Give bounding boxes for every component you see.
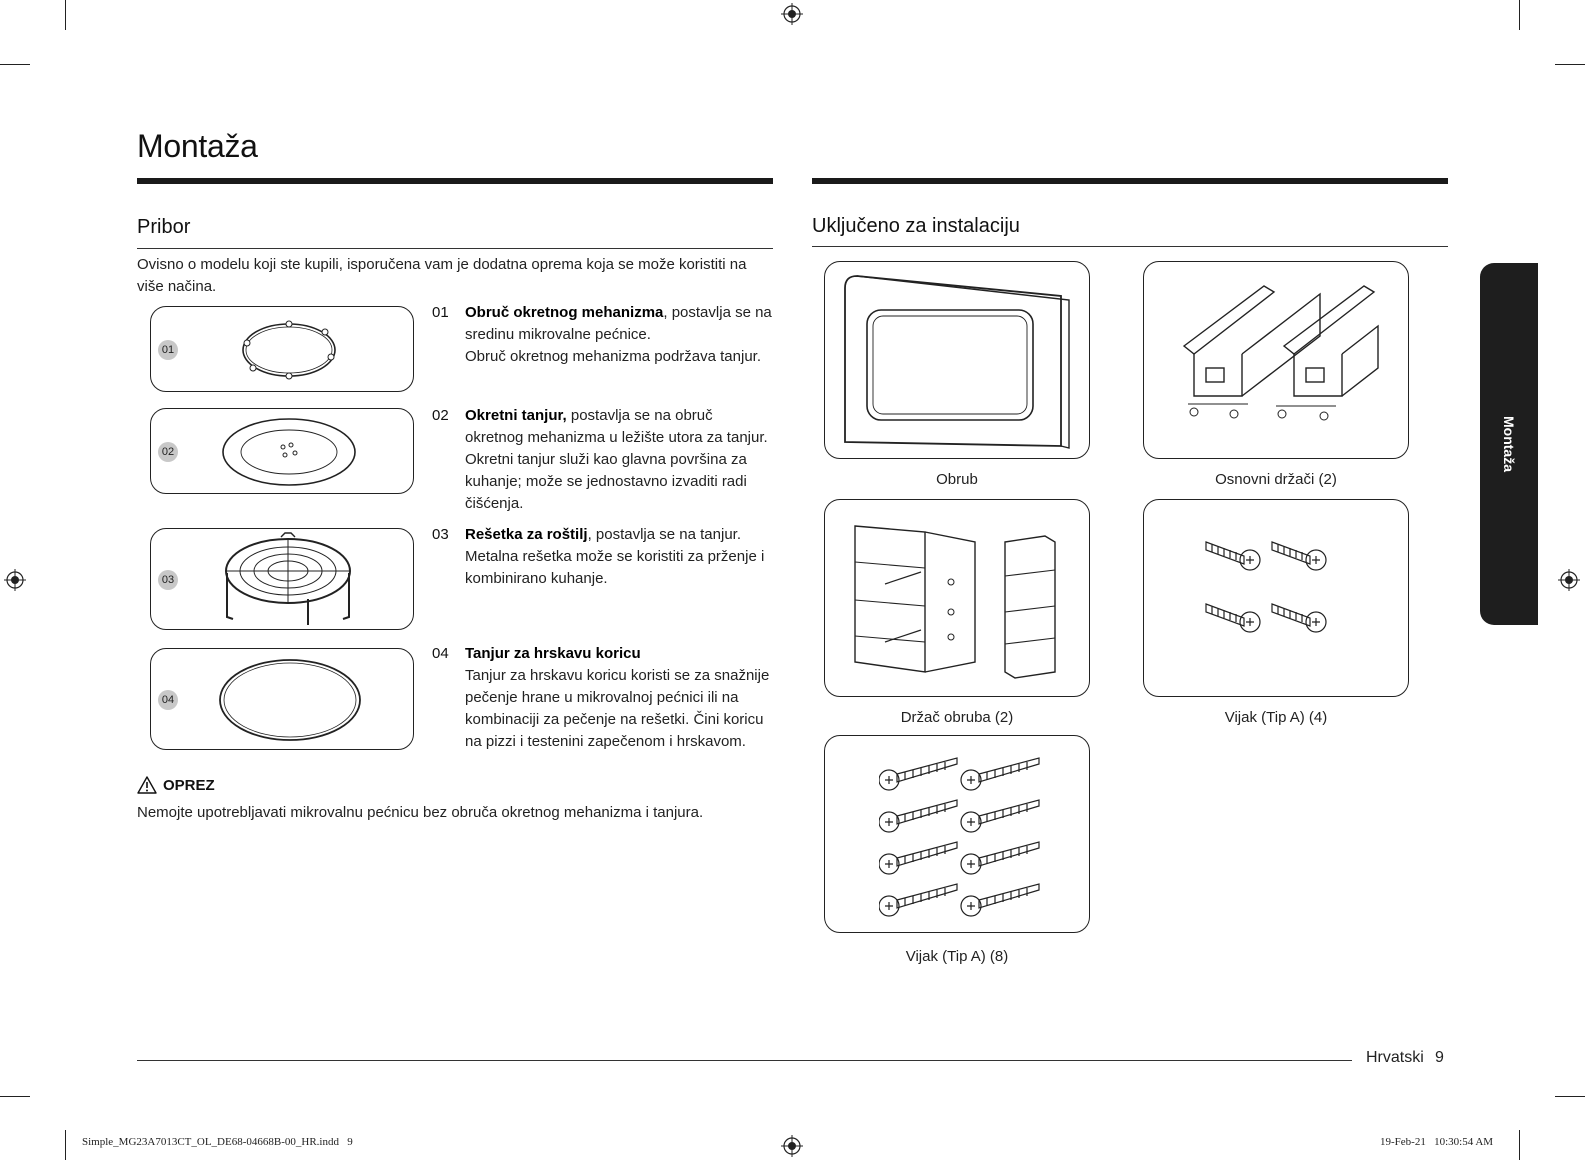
- part-image-trim-holder: [824, 499, 1090, 697]
- page-number: 9: [1435, 1049, 1444, 1066]
- registration-mark-icon: [781, 1135, 803, 1157]
- part-caption: Vijak (Tip A) (8): [905, 948, 1009, 965]
- item-number-badge: 02: [158, 442, 178, 462]
- title-rule-right: [812, 178, 1448, 184]
- roller-ring-icon: [229, 313, 349, 387]
- accessory-image-01: [150, 306, 414, 392]
- crop-mark: [1555, 1096, 1585, 1097]
- item-number-badge: 01: [158, 340, 178, 360]
- warning-triangle-icon: [137, 776, 157, 794]
- slug-datetime: 19-Feb-21 10:30:54 AM: [1380, 1136, 1494, 1148]
- item-detail: Tanjur za hrskavu koricu koristi se za snažnije pečenje hrane u mikrovalnoj pećnici ili na kombinaciji za pečenje na rešetki. Čini koricu na pizzi i testenini zapečenom i hrskavom.: [465, 667, 770, 750]
- accessories-intro: Ovisno o modelu koji ste kupili, isporučena vam je dodatna oprema koja se može koristiti na više načina.: [137, 256, 747, 295]
- footer-language: Hrvatski: [1366, 1049, 1424, 1066]
- part-image-screws-4: [1143, 499, 1409, 697]
- accessory-image-03: [150, 528, 414, 630]
- registration-mark-icon: [4, 569, 26, 591]
- crop-mark: [65, 0, 66, 30]
- caution-label: [137, 776, 215, 794]
- item-name: Obruč okretnog mehanizma: [465, 304, 664, 321]
- caution-title: OPREZ: [163, 776, 215, 794]
- trim-holder-icon: [845, 512, 1071, 688]
- part-caption: Vijak (Tip A) (4): [1224, 709, 1328, 726]
- crop-mark: [1519, 0, 1520, 30]
- item-number-badge: 04: [158, 690, 178, 710]
- installation-rule: [812, 246, 1448, 247]
- slug-file-name: Simple_MG23A7013CT_OL_DE68-04668B-00_HR.indd 9: [82, 1136, 353, 1148]
- part-caption: Osnovni držači (2): [1215, 471, 1337, 488]
- item-name: Tanjur za hrskavu koricu: [465, 645, 641, 662]
- accessory-image-02: [150, 408, 414, 494]
- accessory-description-02: [432, 405, 772, 515]
- accessory-description-03: [432, 524, 772, 590]
- side-tab[interactable]: [1480, 263, 1538, 625]
- item-number: 03: [432, 526, 449, 543]
- item-number-badge: 03: [158, 570, 178, 590]
- installation-heading: Uključeno za instalaciju: [812, 215, 1020, 237]
- grill-rack-icon: [213, 531, 363, 629]
- part-caption: Držač obruba (2): [900, 709, 1014, 726]
- caution-text: Nemojte upotrebljavati mikrovalnu pećnicu bez obruča okretnog mehanizma i tanjura.: [137, 804, 704, 821]
- title-rule-left: [137, 178, 773, 184]
- accessory-image-04: [150, 648, 414, 750]
- part-image-screws-8: [824, 735, 1090, 933]
- item-placement: , postavlja se na sredinu mikrovalne pećnice.: [465, 304, 772, 343]
- item-placement: , postavlja se na tanjur.: [587, 526, 741, 543]
- item-placement: postavlja se na obruč okretnog mehanizma u ležište utora za tanjur.: [465, 407, 768, 446]
- item-number: 01: [432, 304, 449, 321]
- accessory-description-01: [432, 302, 772, 368]
- accessories-heading: Pribor: [137, 216, 191, 238]
- screw-icon: [1204, 530, 1350, 670]
- item-name: Okretni tanjur,: [465, 407, 567, 424]
- accessories-rule: [137, 248, 773, 249]
- crop-mark: [65, 1130, 66, 1160]
- crop-mark: [0, 1096, 30, 1097]
- crop-mark: [1519, 1130, 1520, 1160]
- part-image-base-brackets: [1143, 261, 1409, 459]
- base-bracket-icon: [1164, 276, 1390, 448]
- item-detail: Obruč okretnog mehanizma podržava tanjur.: [465, 348, 761, 365]
- registration-mark-icon: [781, 3, 803, 25]
- registration-mark-icon: [1558, 569, 1580, 591]
- part-image-trim: [824, 261, 1090, 459]
- item-number: 04: [432, 645, 449, 662]
- trim-frame-icon: [839, 270, 1075, 450]
- turntable-icon: [219, 415, 359, 489]
- footer-rule: [137, 1060, 1352, 1061]
- crusty-plate-icon: [217, 657, 363, 743]
- crop-mark: [0, 64, 30, 65]
- item-name: Rešetka za roštilj: [465, 526, 588, 543]
- screw-icon: [879, 746, 1049, 926]
- item-number: 02: [432, 407, 449, 424]
- crop-mark: [1555, 64, 1585, 65]
- item-detail: Metalna rešetka može se koristiti za prženje i kombinirano kuhanje.: [465, 548, 765, 587]
- part-caption: Obrub: [936, 471, 978, 488]
- page-title: Montaža: [137, 128, 258, 164]
- item-detail: Okretni tanjur služi kao glavna površina za kuhanje; može se jednostavno izvaditi radi čišćenja.: [465, 451, 747, 512]
- side-tab-label: Montaža: [1501, 416, 1517, 472]
- accessory-description-04: [432, 643, 772, 753]
